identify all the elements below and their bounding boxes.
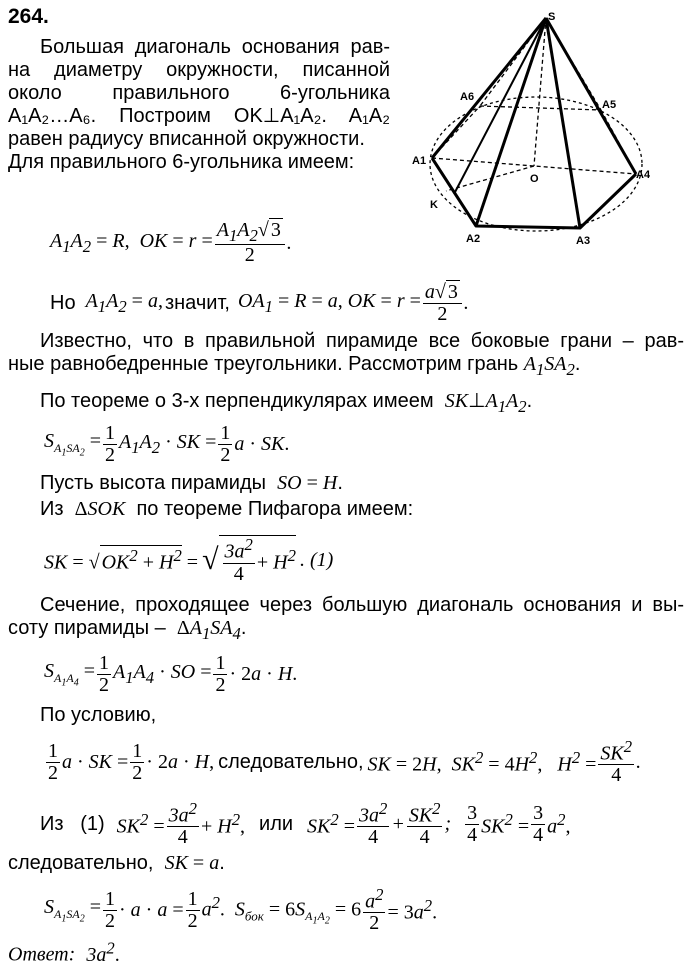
eq2-fraction: $\frac{a√ 3}{2}$ [423,282,462,325]
section-paragraph: Сечение, проходящее через большую диагональ основания и вы- соту пирамиды – $\Delta A_1SA_4$. [8,594,684,643]
label-center: O [530,173,539,185]
eq2-mid: значит, [164,291,230,314]
eq2-prefix: Но [50,291,76,314]
intro-line-1: Большая диагональ основания рав- [40,36,390,58]
label-apex: S [548,11,556,23]
intro-paragraph [8,36,390,174]
label-a1: A1 [412,155,427,167]
intro-line-2: на диаметру окружности, писанной [8,59,390,81]
label-a6: A6 [460,91,475,103]
label-a2: A2 [466,233,481,245]
area-equation-1: $S_{A_1SA_2}$ = $\frac{1}{2}$ $A_1A_2$ · SK = $\frac{1}{2}$ a · SK. [44,421,290,466]
eq1-fraction: $\frac{A_1A_2√ 3}{2}$ [215,220,285,267]
visible-edges [432,18,636,228]
problem-number: 264. [8,5,49,28]
pyramid-diagram [410,6,650,246]
perpendicular-line: По теореме о 3-х перпендикулярах имеем $SK\perp A_1A_2$. [40,390,533,416]
sk-equation: SK = √ $OK^2 + H^2$ = √ $\frac{3a^2}{4}$ + $H^2$ . (1) [44,535,334,585]
final-equation: $S_{A_1SA_2}$ = $\frac{1}{2}$ · a · a = $\frac{1}{2}$ $a^2$. $S_{бок} = 6S_{A_1A_2} = 6$ $\frac{a^2}{2}$ = $3a^2$. [44,884,438,935]
intro-line-3: около правильного 6-угольника [8,82,390,104]
label-a5: A5 [602,99,617,111]
height-line: Пусть высота пирамиды SO = H. [40,472,343,494]
answer-line: Ответ: $3a^2$. [8,938,120,966]
equation-1: $A_1A_2 = R$, OK = r = $\frac{A_1A_2√ 3}{2}$ . [50,218,292,267]
condition-equation: $\frac{1}{2}$ a · SK = $\frac{1}{2}$ · 2a · H, следовательно, SK = 2H, $SK^2 = 4H^2$, $H^2$ = $\frac{SK^2}{4}$ . [48,736,642,787]
eq1-lhs: $A_1A_2 = R$, OK = r = [50,229,213,256]
intro-line-6: Для правильного 6-угольника имеем: [8,151,355,173]
label-a4: A4 [636,169,650,181]
intro-line-4: A₁A₂…A₆. Построим OK⊥A₁A₂. A₁A₂ [8,105,390,127]
consequence-line: следовательно, SK = a. [8,852,225,874]
label-a3: A3 [576,235,591,246]
equation-2: Но $A_1A_2 = a$, значит, $OA_1 = R = a$, OK = r = $\frac{a√ 3}{2}$ . [50,280,469,325]
condition-line: По условию, [40,704,157,726]
label-foot: K [430,199,438,211]
faces-paragraph: Известно, что в правильной пирамиде все боковые грани – рав- ные равнобедренные треугольники. Рассмотрим грань $A_1SA_2$. [8,330,684,379]
circumscribed-circle [430,97,642,231]
area-equation-2: $S_{A_1A_4}$ = $\frac{1}{2}$ $A_1A_4$ · SO = $\frac{1}{2}$ · 2a · H. [44,651,298,696]
pythagoras-line: Из ΔSOK по теореме Пифагора имеем: [40,498,414,520]
from-1-equation: Из (1) $SK^2$ = $\frac{3a^2}{4}$ + $H^2$, или $SK^2$ = $\frac{3a^2}{4}$ + $\frac{SK^2}{4}$ ; $\frac{3}{4}$ $SK^2$ = $\frac{3}{4}$ $a^2$, [40,798,571,849]
intro-line-5: равен радиусу вписанной окружности. [8,128,365,150]
